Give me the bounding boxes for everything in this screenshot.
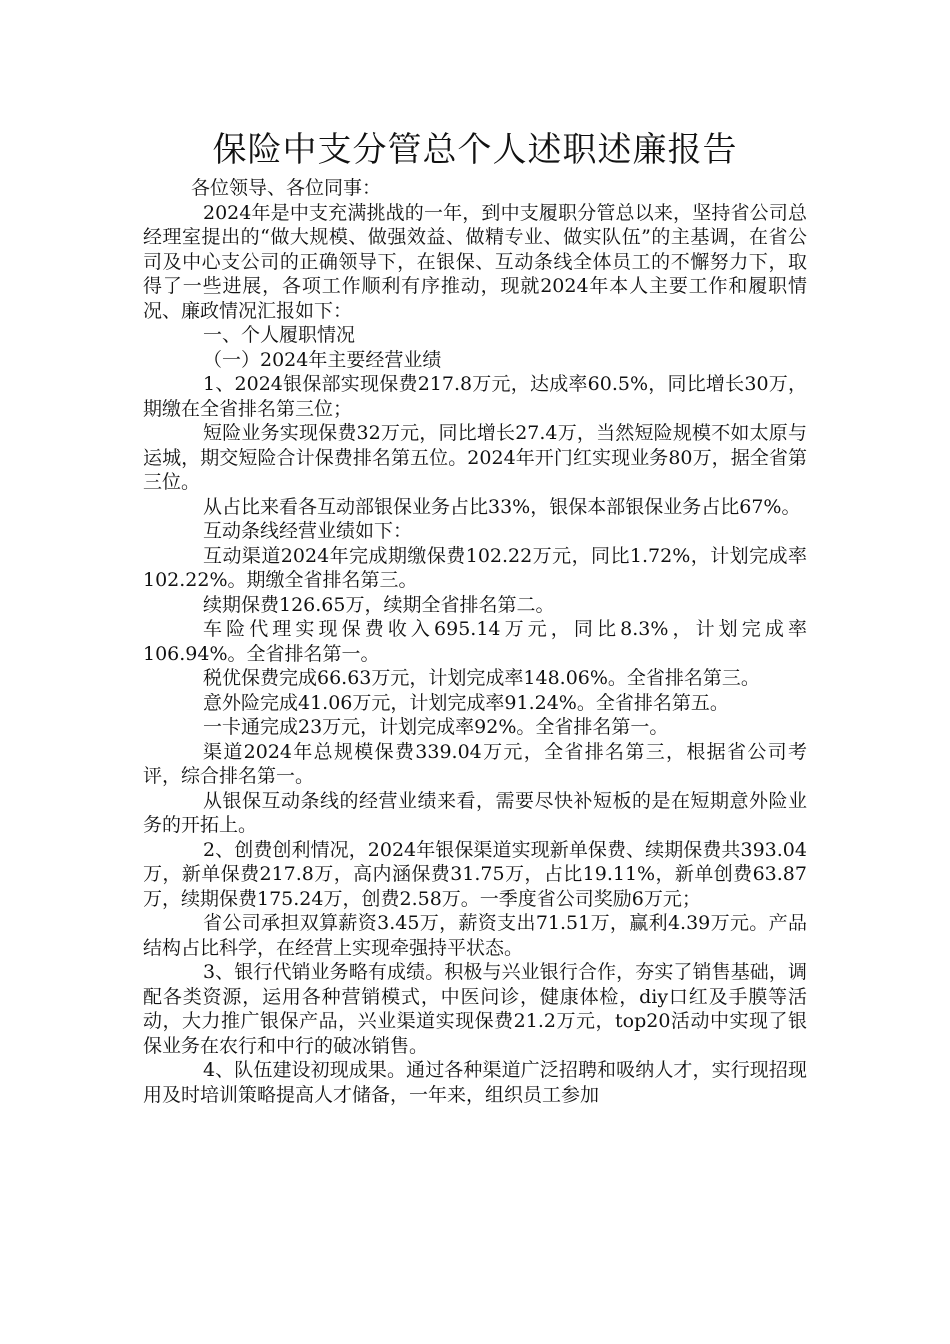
paragraph: 从银保互动条线的经营业绩来看，需要尽快补短板的是在短期意外险业务的开拓上。 (143, 789, 807, 836)
paragraph: 省公司承担双算薪资3.45万，薪资支出71.51万，赢利4.39万元。产品结构占比科学，在经营上实现牵强持平状态。 (143, 912, 807, 959)
salutation: 各位领导、各位同事： (191, 177, 382, 199)
paragraph: 从占比来看各互动部银保业务占比33%，银保本部银保业务占比67%。 (203, 495, 801, 518)
paragraph: 互动条线经营业绩如下： (203, 520, 413, 542)
paragraph: 车险代理实现保费收入695.14万元，同比8.3%，计划完成率106.94%。全省排名第一。 (143, 618, 807, 665)
paragraph: 税优保费完成66.63万元，计划完成率148.06%。全省排名第三。 (203, 667, 760, 689)
paragraph: 4、队伍建设初现成果。通过各种渠道广泛招聘和吸纳人才，实行现招现用及时培训策略提高人才储备，一年来，组织员工参加 (143, 1059, 807, 1106)
paragraph: 1、2024银保部实现保费217.8万元，达成率60.5%，同比增长30万，期缴在全省排名第三位； (143, 373, 807, 420)
document-body (143, 176, 807, 1107)
paragraph: 一卡通完成23万元，计划完成率92%。全省排名第一。 (203, 716, 669, 738)
paragraph: 3、银行代销业务略有成绩。积极与兴业银行合作，夯实了销售基础，调配各类资源，运用各种营销模式，中医问诊，健康体检，diy口红及手膜等活动，大力推广银保产品，兴业渠道实现保费21.2万元，top20活动中实现了银保业务在农行和中行的破冰销售。 (143, 961, 807, 1057)
paragraph: 渠道2024年总规模保费339.04万元，全省排名第三，根据省公司考评，综合排名第一。 (143, 740, 807, 787)
paragraph: 互动渠道2024年完成期缴保费102.22万元，同比1.72%，计划完成率102.22%。期缴全省排名第三。 (143, 544, 807, 591)
paragraph: 短险业务实现保费32万元，同比增长27.4万，当然短险规模不如太原与运城，期交短险合计保费排名第五位。2024年开门红实现业务80万，据全省第三位。 (143, 422, 807, 493)
subsection-heading: （一）2024年主要经营业绩 (203, 348, 442, 371)
paragraph: 意外险完成41.06万元，计划完成率91.24%。全省排名第五。 (203, 691, 729, 714)
section-heading: 一、个人履职情况 (203, 324, 356, 346)
paragraph-intro: 2024年是中支充满挑战的一年，到中支履职分管总以来，坚持省公司总经理室提出的“做大规模、做强效益、做精专业、做实队伍”的主基调，在省公司及中心支公司的正确领导下，在银保、互动条线全体员工的不懈努力下，取得了一些进展，各项工作顺利有序推动，现就2024年本人主要工作和履职情况、廉政情况汇报如下： (143, 201, 807, 322)
paragraph: 续期保费126.65万，续期全省排名第二。 (203, 593, 555, 616)
paragraph: 2、创费创利情况，2024年银保渠道实现新单保费、续期保费共393.04万，新单保费217.8万，高内涵保费31.75万，占比19.11%，新单创费63.87万，续期保费175.24万，创费2.58万。一季度省公司奖励6万元； (143, 838, 807, 910)
document-title: 保险中支分管总个人述职述廉报告 (212, 130, 738, 170)
